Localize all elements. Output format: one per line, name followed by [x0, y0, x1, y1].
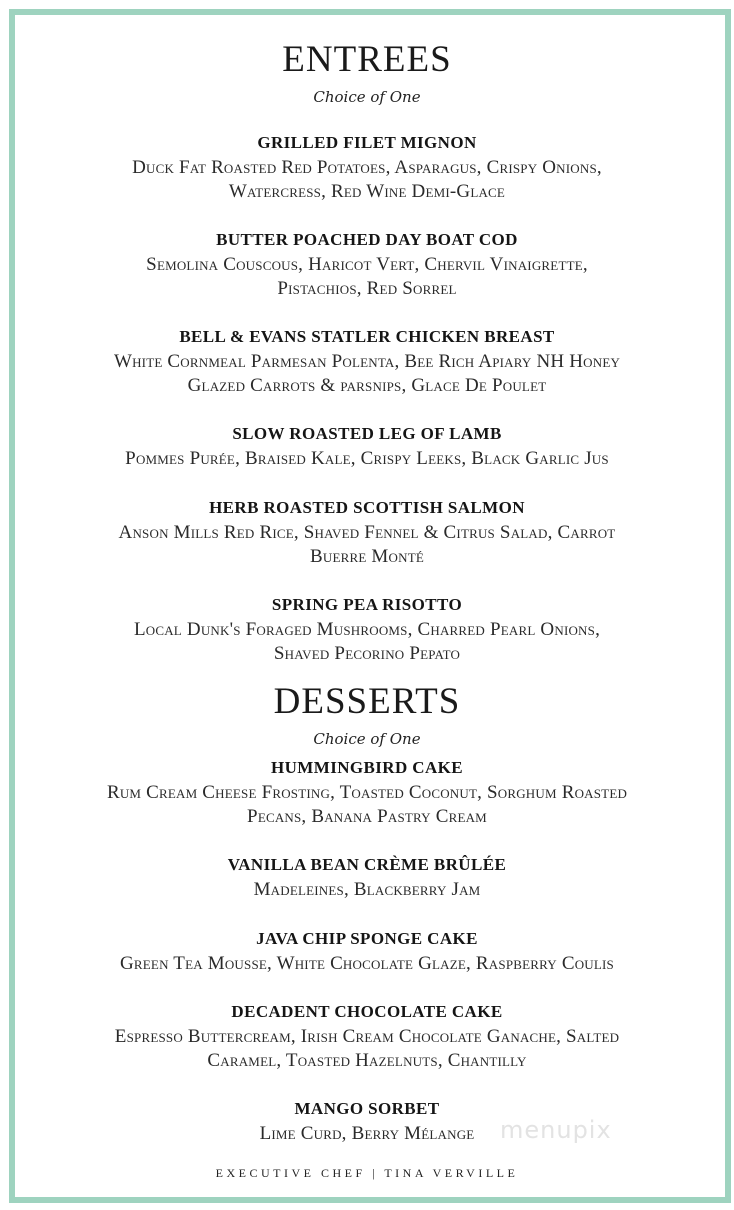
item-description: Pistachios, Red Sorrel [277, 278, 457, 299]
menu-item-cod [0, 229, 734, 301]
menu-item-creme-brulee [0, 854, 734, 902]
item-name: JAVA CHIP SPONGE CAKE [256, 929, 478, 948]
item-description: Pecans, Banana Pastry Cream [247, 806, 487, 827]
item-description: Madeleines, Blackberry Jam [253, 879, 481, 900]
item-description: Pommes Purée, Braised Kale, Crispy Leeks, Black Garlic Jus [125, 448, 609, 469]
item-description: Semolina Couscous, Haricot Vert, Chervil Vinaigrette, [146, 254, 588, 275]
item-description: Caramel, Toasted Hazelnuts, Chantilly [207, 1050, 527, 1071]
menu-item-java-chip-cake [0, 928, 734, 976]
menu-item-chocolate-cake [0, 1001, 734, 1073]
item-description: Shaved Pecorino Pepato [273, 643, 461, 664]
item-name: HERB ROASTED SCOTTISH SALMON [209, 498, 525, 517]
item-description: Rum Cream Cheese Frosting, Toasted Coconut, Sorghum Roasted [106, 782, 628, 803]
item-description: Buerre Monté [310, 546, 424, 567]
item-description: Lime Curd, Berry Mélange [259, 1123, 475, 1144]
item-name: MANGO SORBET [294, 1099, 440, 1118]
executive-chef-footer: EXECUTIVE CHEF | TINA VERVILLE [215, 1166, 519, 1180]
item-name: GRILLED FILET MIGNON [257, 133, 477, 152]
menu-item-salmon [0, 497, 734, 569]
item-description: Espresso Buttercream, Irish Cream Chocolate Ganache, Salted [114, 1026, 620, 1047]
menu-item-hummingbird-cake [0, 757, 734, 829]
item-description: White Cornmeal Parmesan Polenta, Bee Rich Apiary NH Honey [113, 351, 621, 372]
menu-item-chicken [0, 326, 734, 398]
menu-item-mango-sorbet [0, 1098, 734, 1146]
item-description: Duck Fat Roasted Red Potatoes, Asparagus, Crispy Onions, [132, 157, 602, 178]
item-name: SLOW ROASTED LEG OF LAMB [232, 424, 502, 443]
item-description: Anson Mills Red Rice, Shaved Fennel & Citrus Salad, Carrot [118, 522, 616, 543]
menu-item-lamb [0, 423, 734, 471]
menupix-watermark: menupix [500, 1116, 612, 1144]
item-description: Glazed Carrots & parsnips, Glace De Poulet [187, 375, 547, 396]
menu-item-risotto [0, 594, 734, 666]
item-description: Watercress, Red Wine Demi-Glace [228, 181, 506, 202]
entrees-title: ENTREES [282, 39, 452, 80]
desserts-title: DESSERTS [273, 681, 461, 722]
item-description: Local Dunk's Foraged Mushrooms, Charred Pearl Onions, [133, 619, 601, 640]
item-description: Green Tea Mousse, White Chocolate Glaze, Raspberry Coulis [120, 953, 614, 974]
item-name: BUTTER POACHED DAY BOAT COD [216, 230, 518, 249]
item-name: BELL & EVANS STATLER CHICKEN BREAST [179, 327, 555, 346]
item-name: VANILLA BEAN CRÈME BRÛLÉE [227, 855, 507, 874]
item-name: DECADENT CHOCOLATE CAKE [231, 1002, 503, 1021]
entrees-subtitle: Choice of One [313, 88, 421, 106]
menu-item-filet [0, 132, 734, 204]
desserts-subtitle: Choice of One [313, 730, 421, 748]
item-name: HUMMINGBIRD CAKE [271, 758, 463, 777]
item-name: SPRING PEA RISOTTO [271, 595, 463, 614]
